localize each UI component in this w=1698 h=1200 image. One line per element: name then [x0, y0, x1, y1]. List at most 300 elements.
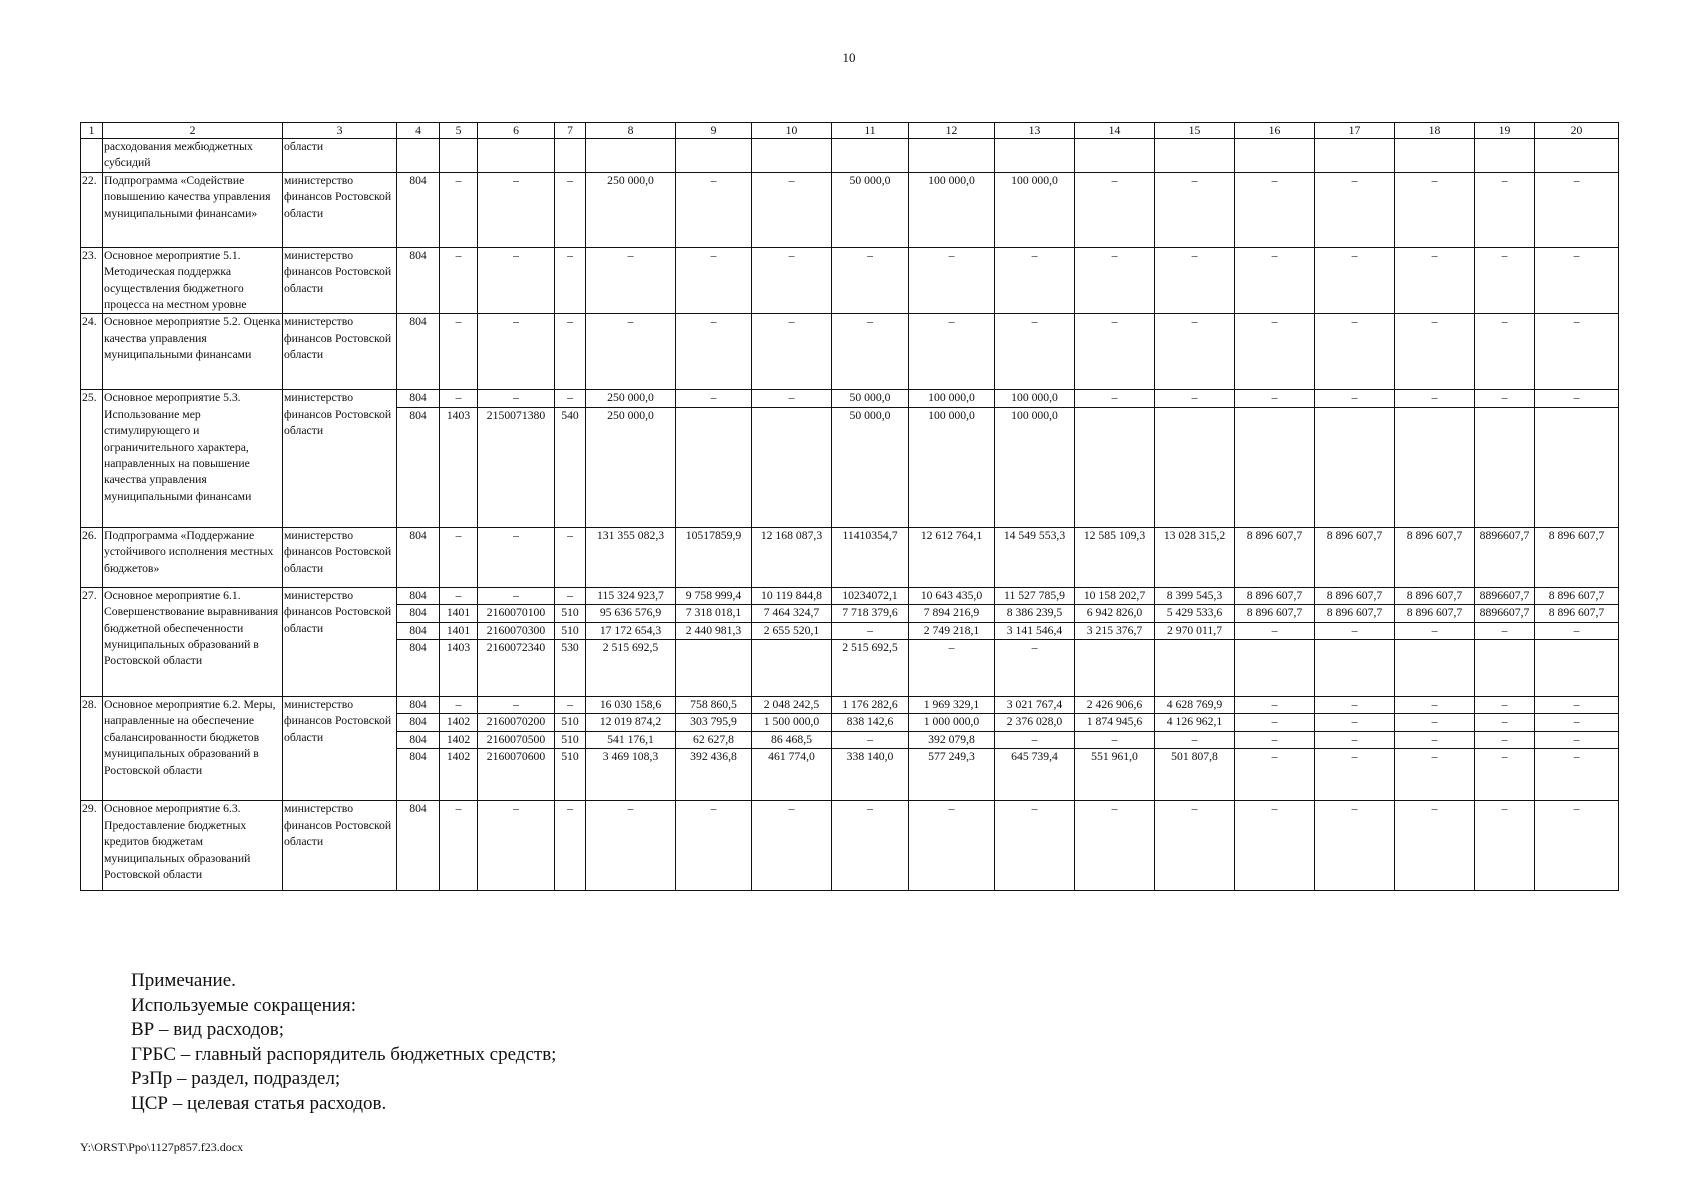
value-cell: 2 440 981,3: [676, 622, 752, 639]
value-cell: [1535, 139, 1619, 173]
value-cell: –: [676, 801, 752, 891]
value-cell: –: [555, 172, 586, 247]
column-header: 18: [1395, 123, 1475, 139]
value-cell: [586, 139, 676, 173]
value-cell: –: [478, 390, 555, 407]
value-cell: [1395, 139, 1475, 173]
value-cell: –: [1475, 801, 1535, 891]
value-cell: [995, 139, 1075, 173]
responsible-cell: министерство финансов Ростовской области: [283, 697, 397, 801]
value-cell: –: [1475, 247, 1535, 314]
value-cell: 10 158 202,7: [1075, 587, 1155, 604]
value-cell: –: [995, 801, 1075, 891]
value-cell: –: [1395, 697, 1475, 714]
value-cell: –: [1315, 731, 1395, 748]
value-cell: [1535, 640, 1619, 697]
value-cell: –: [1235, 172, 1315, 247]
value-cell: –: [1535, 731, 1619, 748]
value-cell: 131 355 082,3: [586, 527, 676, 587]
value-cell: –: [752, 247, 832, 314]
value-cell: [1155, 139, 1235, 173]
value-cell: –: [1475, 749, 1535, 801]
value-cell: 12 612 764,1: [909, 527, 995, 587]
responsible-cell: министерство финансов Ростовской области: [283, 172, 397, 247]
value-cell: 10 119 844,8: [752, 587, 832, 604]
value-cell: –: [752, 172, 832, 247]
value-cell: 1403: [440, 407, 478, 527]
value-cell: –: [1475, 731, 1535, 748]
value-cell: –: [478, 247, 555, 314]
value-cell: 577 249,3: [909, 749, 995, 801]
value-cell: 4 126 962,1: [1155, 714, 1235, 731]
value-cell: –: [478, 172, 555, 247]
value-cell: [752, 640, 832, 697]
value-cell: 2 426 906,6: [1075, 697, 1155, 714]
value-cell: –: [1235, 390, 1315, 407]
value-cell: [1155, 407, 1235, 527]
value-cell: –: [1535, 314, 1619, 390]
value-cell: –: [1475, 390, 1535, 407]
value-cell: 1 969 329,1: [909, 697, 995, 714]
value-cell: –: [752, 390, 832, 407]
value-cell: 6 942 826,0: [1075, 605, 1155, 622]
value-cell: [1075, 640, 1155, 697]
value-cell: –: [1235, 714, 1315, 731]
value-cell: 8 896 607,7: [1535, 605, 1619, 622]
value-cell: –: [1235, 622, 1315, 639]
value-cell: 551 961,0: [1075, 749, 1155, 801]
value-cell: [676, 407, 752, 527]
value-cell: –: [676, 247, 752, 314]
note-title: Примечание.: [131, 970, 236, 991]
value-cell: [1235, 139, 1315, 173]
value-cell: –: [555, 527, 586, 587]
row-number-cell: 27.: [81, 587, 103, 696]
value-cell: 62 627,8: [676, 731, 752, 748]
value-cell: –: [1155, 247, 1235, 314]
value-cell: 8 896 607,7: [1315, 605, 1395, 622]
value-cell: 804: [397, 697, 440, 714]
value-cell: –: [478, 527, 555, 587]
value-cell: –: [1475, 314, 1535, 390]
value-cell: –: [440, 587, 478, 604]
value-cell: 14 549 553,3: [995, 527, 1075, 587]
value-cell: 804: [397, 587, 440, 604]
value-cell: [1315, 139, 1395, 173]
value-cell: –: [1535, 697, 1619, 714]
value-cell: –: [440, 172, 478, 247]
value-cell: –: [676, 390, 752, 407]
value-cell: 804: [397, 314, 440, 390]
value-cell: –: [440, 247, 478, 314]
value-cell: –: [440, 390, 478, 407]
file-path-footer: Y:\ORST\Ppo\1127p857.f23.docx: [80, 1140, 244, 1154]
value-cell: –: [1155, 731, 1235, 748]
row-number-cell: 24.: [81, 314, 103, 390]
value-cell: 7 718 379,6: [832, 605, 909, 622]
value-cell: 8896607,7: [1475, 605, 1535, 622]
value-cell: 510: [555, 749, 586, 801]
value-cell: 100 000,0: [909, 390, 995, 407]
value-cell: 5 429 533,6: [1155, 605, 1235, 622]
program-name-cell: Основное мероприятие 6.2. Меры, направленные на обеспечение сбалансированности бюджетов муниципальных образований в Ростовской области: [103, 697, 283, 801]
value-cell: –: [1535, 801, 1619, 891]
value-cell: 1402: [440, 749, 478, 801]
value-cell: –: [1315, 697, 1395, 714]
column-header: 20: [1535, 123, 1619, 139]
value-cell: 50 000,0: [832, 407, 909, 527]
row-number-cell: [81, 139, 103, 173]
value-cell: 2 515 692,5: [832, 640, 909, 697]
value-cell: –: [1535, 390, 1619, 407]
value-cell: 11 527 785,9: [995, 587, 1075, 604]
value-cell: 9 758 999,4: [676, 587, 752, 604]
column-header: 11: [832, 123, 909, 139]
value-cell: [1535, 407, 1619, 527]
value-cell: –: [832, 801, 909, 891]
value-cell: –: [909, 801, 995, 891]
value-cell: 804: [397, 622, 440, 639]
column-header: 10: [752, 123, 832, 139]
value-cell: [1075, 139, 1155, 173]
value-cell: 8 896 607,7: [1395, 527, 1475, 587]
value-cell: 2 749 218,1: [909, 622, 995, 639]
responsible-cell: министерство финансов Ростовской области: [283, 390, 397, 527]
value-cell: 1402: [440, 714, 478, 731]
value-cell: –: [832, 622, 909, 639]
value-cell: 1402: [440, 731, 478, 748]
value-cell: 12 585 109,3: [1075, 527, 1155, 587]
note-item: ЦСР – целевая статья расходов.: [131, 1092, 387, 1114]
value-cell: 804: [397, 714, 440, 731]
note-item: ГРБС – главный распорядитель бюджетных средств;: [131, 1043, 557, 1065]
value-cell: 1401: [440, 622, 478, 639]
value-cell: –: [1395, 172, 1475, 247]
value-cell: [1075, 407, 1155, 527]
value-cell: –: [1315, 749, 1395, 801]
header-row: [81, 123, 1619, 139]
value-cell: 461 774,0: [752, 749, 832, 801]
value-cell: 8 386 239,5: [995, 605, 1075, 622]
value-cell: [1235, 640, 1315, 697]
value-cell: 86 468,5: [752, 731, 832, 748]
value-cell: 2 048 242,5: [752, 697, 832, 714]
value-cell: –: [1535, 714, 1619, 731]
column-header: 7: [555, 123, 586, 139]
value-cell: 250 000,0: [586, 390, 676, 407]
responsible-cell: области: [283, 139, 397, 173]
value-cell: 8 896 607,7: [1395, 605, 1475, 622]
value-cell: 8 896 607,7: [1235, 605, 1315, 622]
value-cell: –: [1315, 172, 1395, 247]
table-row: [81, 390, 1619, 407]
value-cell: 510: [555, 714, 586, 731]
value-cell: 10517859,9: [676, 527, 752, 587]
value-cell: –: [909, 247, 995, 314]
value-cell: 392 079,8: [909, 731, 995, 748]
value-cell: 10 643 435,0: [909, 587, 995, 604]
value-cell: 541 176,1: [586, 731, 676, 748]
value-cell: –: [440, 697, 478, 714]
value-cell: –: [478, 587, 555, 604]
value-cell: –: [1395, 801, 1475, 891]
value-cell: 2150071380: [478, 407, 555, 527]
value-cell: –: [586, 247, 676, 314]
value-cell: –: [1315, 801, 1395, 891]
budget-table-container: [80, 122, 1618, 891]
note-section: [131, 969, 556, 1116]
column-header: 19: [1475, 123, 1535, 139]
value-cell: 1 176 282,6: [832, 697, 909, 714]
table-row: [81, 172, 1619, 247]
value-cell: 4 628 769,9: [1155, 697, 1235, 714]
value-cell: 100 000,0: [909, 172, 995, 247]
column-header: 1: [81, 123, 103, 139]
value-cell: 2 376 028,0: [995, 714, 1075, 731]
value-cell: 250 000,0: [586, 172, 676, 247]
program-name-cell: Основное мероприятие 6.3. Предоставление бюджетных кредитов бюджетам муниципальных образований Ростовской области: [103, 801, 283, 891]
value-cell: 510: [555, 731, 586, 748]
value-cell: 2 970 011,7: [1155, 622, 1235, 639]
row-number-cell: 23.: [81, 247, 103, 314]
value-cell: 838 142,6: [832, 714, 909, 731]
value-cell: 540: [555, 407, 586, 527]
value-cell: –: [1535, 247, 1619, 314]
column-header: 14: [1075, 123, 1155, 139]
column-header: 15: [1155, 123, 1235, 139]
value-cell: –: [555, 801, 586, 891]
value-cell: 510: [555, 622, 586, 639]
value-cell: 100 000,0: [995, 407, 1075, 527]
value-cell: –: [478, 697, 555, 714]
value-cell: –: [1235, 314, 1315, 390]
value-cell: –: [586, 314, 676, 390]
value-cell: 645 739,4: [995, 749, 1075, 801]
value-cell: 3 141 546,4: [995, 622, 1075, 639]
value-cell: 392 436,8: [676, 749, 752, 801]
value-cell: 8 896 607,7: [1315, 527, 1395, 587]
value-cell: [1475, 640, 1535, 697]
value-cell: 100 000,0: [995, 390, 1075, 407]
value-cell: 8 896 607,7: [1535, 587, 1619, 604]
value-cell: –: [995, 731, 1075, 748]
value-cell: –: [909, 314, 995, 390]
value-cell: –: [1475, 714, 1535, 731]
value-cell: –: [1315, 714, 1395, 731]
value-cell: 501 807,8: [1155, 749, 1235, 801]
page-number: 10: [842, 50, 856, 65]
value-cell: 804: [397, 247, 440, 314]
table-row: [81, 587, 1619, 604]
value-cell: 804: [397, 749, 440, 801]
value-cell: –: [1075, 247, 1155, 314]
value-cell: 16 030 158,6: [586, 697, 676, 714]
column-header: 16: [1235, 123, 1315, 139]
row-number-cell: 28.: [81, 697, 103, 801]
value-cell: 8 896 607,7: [1535, 527, 1619, 587]
value-cell: 13 028 315,2: [1155, 527, 1235, 587]
column-header: 2: [103, 123, 283, 139]
table-body: [81, 139, 1619, 891]
value-cell: –: [1475, 697, 1535, 714]
row-number-cell: 29.: [81, 801, 103, 891]
column-header: 6: [478, 123, 555, 139]
value-cell: –: [1155, 314, 1235, 390]
value-cell: –: [555, 697, 586, 714]
value-cell: 530: [555, 640, 586, 697]
responsible-cell: министерство финансов Ростовской области: [283, 247, 397, 314]
value-cell: 3 215 376,7: [1075, 622, 1155, 639]
value-cell: –: [1395, 749, 1475, 801]
value-cell: 804: [397, 605, 440, 622]
row-number-cell: 25.: [81, 390, 103, 527]
value-cell: –: [555, 247, 586, 314]
value-cell: [909, 139, 995, 173]
value-cell: –: [1075, 801, 1155, 891]
note-item: РзПр – раздел, подраздел;: [131, 1068, 341, 1089]
responsible-cell: министерство финансов Ростовской области: [283, 801, 397, 891]
value-cell: –: [1075, 172, 1155, 247]
value-cell: 8 399 545,3: [1155, 587, 1235, 604]
value-cell: 12 168 087,3: [752, 527, 832, 587]
value-cell: 95 636 576,9: [586, 605, 676, 622]
table-row: [81, 314, 1619, 390]
value-cell: –: [555, 587, 586, 604]
value-cell: 804: [397, 172, 440, 247]
column-header: 3: [283, 123, 397, 139]
value-cell: –: [832, 731, 909, 748]
value-cell: 11410354,7: [832, 527, 909, 587]
program-name-cell: Основное мероприятие 5.1. Методическая поддержка осуществления бюджетного процесса на местном уровне: [103, 247, 283, 314]
value-cell: 12 019 874,2: [586, 714, 676, 731]
value-cell: 2160070300: [478, 622, 555, 639]
table-row: [81, 801, 1619, 891]
value-cell: [676, 640, 752, 697]
value-cell: –: [676, 314, 752, 390]
value-cell: 50 000,0: [832, 172, 909, 247]
value-cell: 758 860,5: [676, 697, 752, 714]
value-cell: –: [478, 314, 555, 390]
value-cell: 1 000 000,0: [909, 714, 995, 731]
value-cell: –: [1235, 801, 1315, 891]
value-cell: 17 172 654,3: [586, 622, 676, 639]
value-cell: –: [555, 390, 586, 407]
value-cell: 2160070200: [478, 714, 555, 731]
value-cell: –: [586, 801, 676, 891]
value-cell: [1155, 640, 1235, 697]
value-cell: –: [1395, 714, 1475, 731]
value-cell: 8 896 607,7: [1395, 587, 1475, 604]
value-cell: [555, 139, 586, 173]
value-cell: 100 000,0: [909, 407, 995, 527]
value-cell: –: [1155, 390, 1235, 407]
column-header: 4: [397, 123, 440, 139]
value-cell: –: [1235, 697, 1315, 714]
program-name-cell: Подпрограмма «Содействие повышению качества управления муниципальными финансами»: [103, 172, 283, 247]
table-row: [81, 247, 1619, 314]
value-cell: [1395, 640, 1475, 697]
value-cell: [478, 139, 555, 173]
value-cell: 115 324 923,7: [586, 587, 676, 604]
column-header: 9: [676, 123, 752, 139]
value-cell: 1 874 945,6: [1075, 714, 1155, 731]
value-cell: 100 000,0: [995, 172, 1075, 247]
value-cell: –: [478, 801, 555, 891]
column-header: 5: [440, 123, 478, 139]
value-cell: –: [832, 314, 909, 390]
value-cell: 8 896 607,7: [1235, 527, 1315, 587]
value-cell: 8 896 607,7: [1315, 587, 1395, 604]
value-cell: [1315, 407, 1395, 527]
note-item: ВР – вид расходов;: [131, 1019, 285, 1040]
responsible-cell: министерство финансов Ростовской области: [283, 527, 397, 587]
value-cell: 8896607,7: [1475, 587, 1535, 604]
value-cell: –: [1395, 247, 1475, 314]
value-cell: 2160070500: [478, 731, 555, 748]
value-cell: [397, 139, 440, 173]
value-cell: [1315, 640, 1395, 697]
value-cell: 2160070600: [478, 749, 555, 801]
value-cell: –: [995, 314, 1075, 390]
value-cell: 510: [555, 605, 586, 622]
program-name-cell: Основное мероприятие 5.2. Оценка качества управления муниципальными финансами: [103, 314, 283, 390]
budget-table: [80, 122, 1619, 891]
value-cell: –: [1155, 172, 1235, 247]
value-cell: –: [1535, 622, 1619, 639]
value-cell: –: [1475, 622, 1535, 639]
value-cell: [1475, 139, 1535, 173]
table-row: [81, 139, 1619, 173]
value-cell: –: [1315, 247, 1395, 314]
column-header: 8: [586, 123, 676, 139]
value-cell: 2160070100: [478, 605, 555, 622]
value-cell: –: [1315, 622, 1395, 639]
value-cell: 10234072,1: [832, 587, 909, 604]
value-cell: –: [1535, 749, 1619, 801]
value-cell: [1395, 407, 1475, 527]
value-cell: –: [832, 247, 909, 314]
row-number-cell: 22.: [81, 172, 103, 247]
value-cell: 2160072340: [478, 640, 555, 697]
table-row: [81, 527, 1619, 587]
value-cell: [752, 407, 832, 527]
row-number-cell: 26.: [81, 527, 103, 587]
value-cell: –: [440, 801, 478, 891]
value-cell: 50 000,0: [832, 390, 909, 407]
value-cell: –: [1075, 731, 1155, 748]
value-cell: 8896607,7: [1475, 527, 1535, 587]
value-cell: –: [1535, 172, 1619, 247]
column-header: 17: [1315, 123, 1395, 139]
value-cell: –: [1075, 314, 1155, 390]
value-cell: 804: [397, 731, 440, 748]
responsible-cell: министерство финансов Ростовской области: [283, 314, 397, 390]
note-subtitle: Используемые сокращения:: [131, 994, 356, 1016]
value-cell: –: [752, 314, 832, 390]
value-cell: –: [555, 314, 586, 390]
value-cell: –: [440, 314, 478, 390]
value-cell: 804: [397, 527, 440, 587]
program-name-cell: Основное мероприятие 6.1. Совершенствование выравнивания бюджетной обеспеченности муниципальных образований в Ростовской области: [103, 587, 283, 696]
value-cell: –: [1075, 390, 1155, 407]
responsible-cell: министерство финансов Ростовской области: [283, 587, 397, 696]
table-row: [81, 697, 1619, 714]
value-cell: –: [1235, 749, 1315, 801]
value-cell: –: [1395, 314, 1475, 390]
value-cell: –: [995, 640, 1075, 697]
value-cell: 303 795,9: [676, 714, 752, 731]
value-cell: 3 469 108,3: [586, 749, 676, 801]
